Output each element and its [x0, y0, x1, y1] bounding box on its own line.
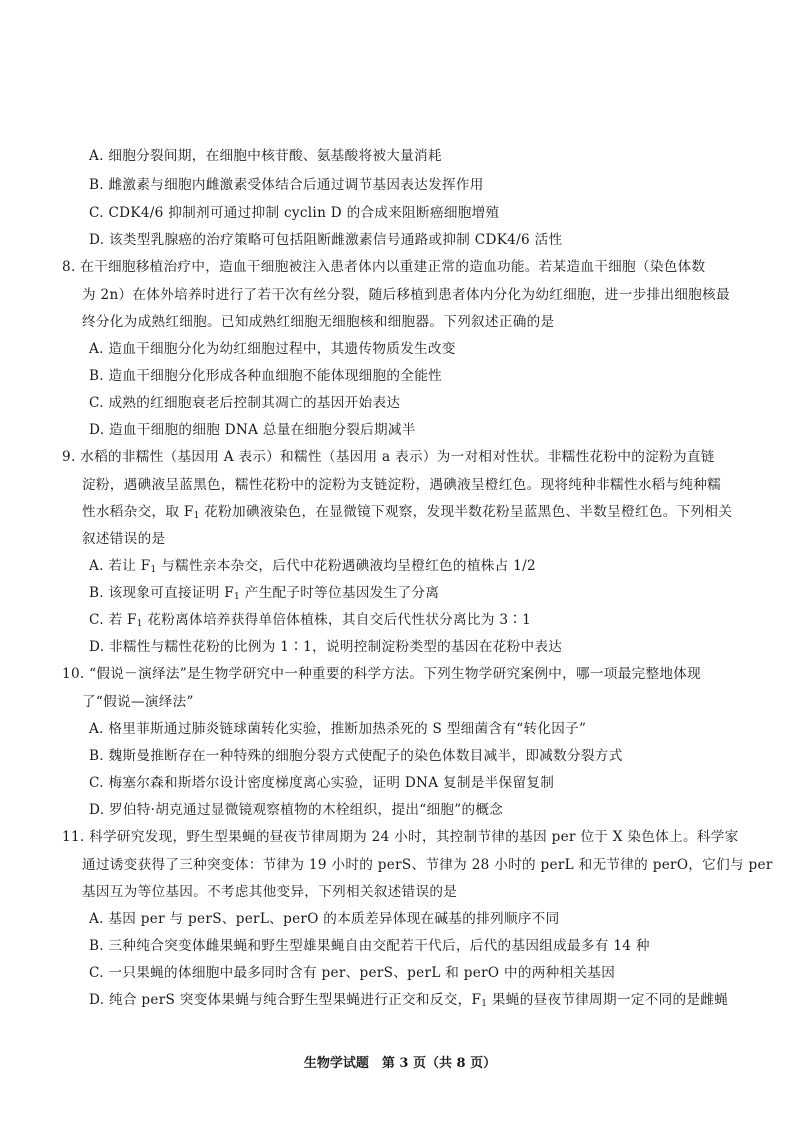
question-stem: 10. “假说－演绎法”是生物学研究中一种重要的科学方法。下列生物学研究案例中，哪一项最完整地体现: [62, 666, 702, 682]
question-stem-continuation: 为 2n）在体外培养时进行了若干次有丝分裂，随后移植到患者体内分化为幼红细胞，进一步排出细胞核最: [82, 287, 730, 303]
answer-option: D. 造血干细胞的细胞 DNA 总量在细胞分裂后期减半: [89, 422, 416, 438]
question-stem-continuation: 通过诱变获得了三种突变体：节律为 19 小时的 perS、节律为 28 小时的 perL 和无节律的 perO，它们与 per: [82, 857, 773, 873]
question-stem-continuation: 叙述错误的是: [82, 531, 166, 547]
answer-option: C. 成熟的红细胞衰老后控制其凋亡的基因开始表达: [89, 395, 401, 411]
answer-option: C. 梅塞尔森和斯塔尔设计密度梯度离心实验，证明 DNA 复制是半保留复制: [89, 775, 555, 791]
answer-option: A. 细胞分裂间期，在细胞中核苷酸、氨基酸将被大量消耗: [89, 148, 442, 164]
answer-option: D. 该类型乳腺癌的治疗策略可包括阻断雌激素信号通路或抑制 CDK4/6 活性: [89, 232, 563, 248]
answer-option: A. 格里菲斯通过肺炎链球菌转化实验，推断加热杀死的 S 型细菌含有“转化因子”: [89, 721, 587, 737]
question-stem-continuation: 性水稻杂交，取 $F_1$ 花粉加碘液染色，在显微镜下观察，发现半数花粉呈蓝黑色、半数呈橙红色。下列相关: [82, 504, 733, 521]
question-stem: 9. 水稻的非糯性（基因用 A 表示）和糯性（基因用 a 表示）为一对相对性状。非糯性花粉中的淀粉为直链: [62, 449, 715, 465]
question-stem: 11. 科学研究发现，野生型果蝇的昼夜节律周期为 24 小时，其控制节律的基因 per 位于 X 染色体上。科学家: [62, 829, 739, 845]
question-stem-continuation: 了“假说—演绎法”: [82, 694, 194, 710]
answer-option: C. 若 $F_1$ 花粉离体培养获得单倍体植株，其自交后代性状分离比为 3∶1: [89, 612, 532, 629]
question-stem-continuation: 基因互为等位基因。不考虑其他变异，下列相关叙述错误的是: [82, 884, 458, 900]
answer-option: A. 造血干细胞分化为幼红细胞过程中，其遗传物质发生改变: [89, 341, 456, 357]
question-stem-continuation: 终分化为成熟红细胞。已知成熟红细胞无细胞核和细胞器。下列叙述正确的是: [82, 314, 555, 330]
answer-option: D. 纯合 perS 突变体果蝇与纯合野生型果蝇进行正交和反交，$F_1$ 果蝇的昼夜节律周期一定不同的是雌蝇: [89, 992, 729, 1009]
answer-option: D. 非糯性与糯性花粉的比例为 1∶1，说明控制淀粉类型的基因在花粉中表达: [89, 639, 563, 655]
answer-option: B. 魏斯曼推断存在一种特殊的细胞分裂方式使配子的染色体数目减半，即减数分裂方式: [89, 748, 623, 764]
answer-option: C. 一只果蝇的体细胞中最多同时含有 per、perS、perL 和 perO 中的两种相关基因: [89, 965, 616, 981]
answer-option: D. 罗伯特·胡克通过显微镜观察植物的木栓组织，提出“细胞”的概念: [89, 802, 504, 818]
answer-option: B. 该现象可直接证明 $F_1$ 产生配子时等位基因发生了分离: [89, 585, 440, 602]
answer-option: B. 造血干细胞分化形成各种血细胞不能体现细胞的全能性: [89, 368, 442, 384]
answer-option: B. 雌激素与细胞内雌激素受体结合后通过调节基因表达发挥作用: [89, 177, 484, 193]
answer-option: B. 三种纯合突变体雌果蝇和野生型雄果蝇自由交配若干代后，后代的基因组成最多有 14 种: [89, 938, 650, 954]
answer-option: A. 基因 per 与 perS、perL、perO 的本质差异体现在碱基的排列顺序不同: [89, 911, 560, 927]
answer-option: C. CDK4/6 抑制剂可通过抑制 cyclin D 的合成来阻断癌细胞增殖: [89, 205, 500, 221]
answer-option: A. 若让 $F_1$ 与糯性亲本杂交，后代中花粉遇碘液均呈橙红色的植株占 1/2: [89, 558, 536, 575]
question-stem-continuation: 淀粉，遇碘液呈蓝黑色，糯性花粉中的淀粉为支链淀粉，遇碘液呈橙红色。现将纯种非糯性水稻与纯种糯: [82, 477, 722, 493]
question-stem: 8. 在干细胞移植治疗中，造血干细胞被注入患者体内以重建正常的造血功能。若某造血干细胞（染色体数: [62, 259, 706, 275]
page-footer: 生物学试题 第 3 页（共 8 页）: [303, 1056, 497, 1071]
